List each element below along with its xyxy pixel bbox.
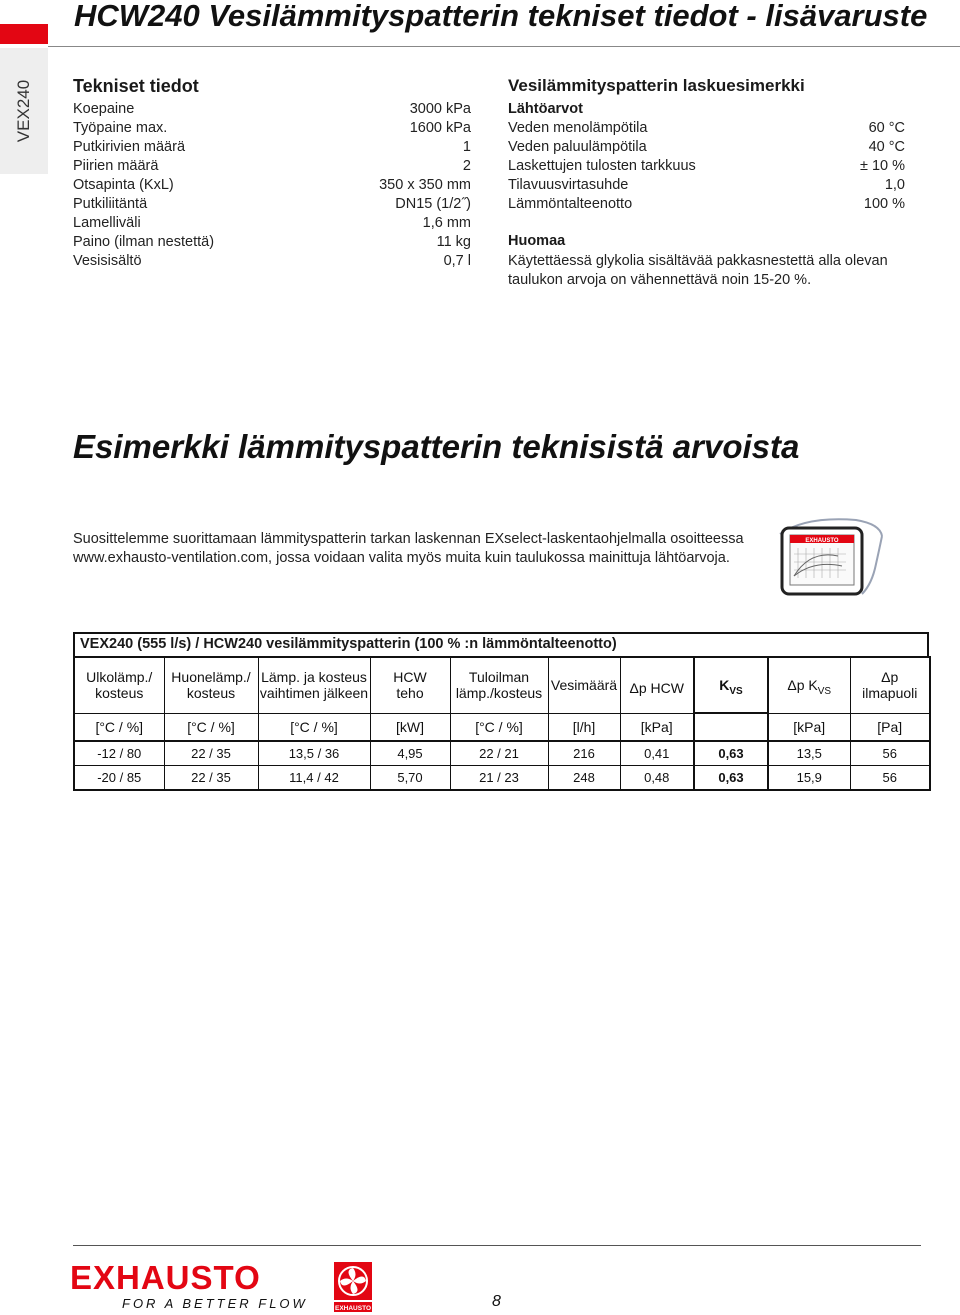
spec-row [73,214,471,233]
col-header: Δp $K_{VS}$ [768,657,850,713]
col-header: Lämp. ja kosteus vaihtimen jälkeen [258,657,370,713]
table-cell: 22 / 35 [164,766,258,791]
initial-values-heading: Lähtöarvot [508,101,583,117]
table-cell-kvs: 0,63 [694,741,768,766]
calc-label: Veden menolämpötila [508,120,648,136]
table-units-row [74,713,930,741]
footer-divider [73,1245,921,1246]
calc-heading: Vesilämmityspatterin laskuesimerkki [508,76,805,95]
spec-row [73,100,471,119]
side-label [0,48,48,174]
spec-label: Vesisisältö [73,253,142,269]
unit-cell: [°C / %] [164,713,258,741]
section-title: Esimerkki lämmityspatterin teknisistä arvoista [73,428,800,465]
unit-cell: [kPa] [620,713,694,741]
spec-row [73,138,471,157]
calc-row [508,195,905,214]
monitor-logo-text: EXHAUSTO [805,538,839,544]
col-header-kvs: $K_{VS}$ [694,657,768,713]
calc-label: Veden paluulämpötila [508,139,647,155]
col-header: HCW teho [370,657,450,713]
table-cell: 13,5 / 36 [258,741,370,766]
spec-row [73,195,471,214]
calc-label: Lämmöntalteenotto [508,196,633,212]
spec-label: Työpaine max. [73,120,168,136]
spec-label: Paino (ilman nestettä) [73,234,215,250]
table-cell: -12 / 80 [74,741,164,766]
calc-value: 100 % [863,196,905,212]
unit-cell [694,713,768,741]
spec-label: Piirien määrä [73,158,159,174]
spec-value: 350 x 350 mm [379,177,471,193]
spec-row [73,119,471,138]
note-text: Käytettäessä glykolia sisältävää pakkasnestettä alla olevan taulukon arvoja on vähennettävä noin 15-20 %. [508,253,888,288]
monitor-icon [776,514,886,606]
table-row [74,766,930,791]
table-row [74,741,930,766]
table-cell: 0,41 [620,741,694,766]
specs-heading: Tekniset tiedot [73,76,199,96]
table-cell: 21 / 23 [450,766,548,791]
unit-cell: [kW] [370,713,450,741]
spec-value: 1,6 mm [422,215,471,231]
spec-value: 11 kg [436,234,471,250]
calc-value: 60 °C [868,120,905,136]
calc-row [508,138,905,157]
side-label-text: VEX240 [14,79,34,143]
table-cell: 15,9 [768,766,850,791]
spec-value: 3000 kPa [409,101,471,117]
logo-text: EXHAUSTO [335,1305,371,1312]
calc-list [508,100,905,214]
table-cell: 0,48 [620,766,694,791]
table-title: VEX240 (555 l/s) / HCW240 vesilämmityspatterin (100 % :n lämmöntalteenotto) [80,636,617,652]
spec-label: Otsapinta (KxL) [73,177,174,193]
spec-row [73,157,471,176]
col-header: Tuloilman lämp./kosteus [450,657,548,713]
spec-value: 0,7 l [443,253,471,269]
spec-row [73,233,471,252]
data-table [73,656,931,791]
intro-text: Suosittelemme suorittamaan lämmityspatterin tarkan laskennan EXselect-laskentaohjelmalla osoitteessa www.exhausto-ventilation.com, jossa voidaan valita myös muita kuin taulukossa mainittuja lähtöarvoja. [73,531,744,566]
spec-label: Putkirivien määrä [73,139,186,155]
unit-cell: [°C / %] [258,713,370,741]
spec-row [73,252,471,271]
calc-label: Tilavuusvirtasuhde [508,177,629,193]
table-cell-kvs: 0,63 [694,766,768,791]
table-header-row [74,657,930,713]
spec-row [73,176,471,195]
unit-cell: [°C / %] [450,713,548,741]
table-cell: 56 [850,741,930,766]
calc-row [508,157,905,176]
title-divider [48,46,960,47]
spec-value: 1600 kPa [409,120,471,136]
table-cell: 11,4 / 42 [258,766,370,791]
table-cell: 248 [548,766,620,791]
calc-value: ± 10 % [859,158,905,174]
table-cell: 13,5 [768,741,850,766]
table-cell: 22 / 21 [450,741,548,766]
spec-value: 1 [462,139,471,155]
calc-row [508,176,905,195]
spec-label: Lamelliväli [73,215,141,231]
page-number: 8 [492,1293,501,1310]
calc-value: 40 °C [868,139,905,155]
table-cell: 56 [850,766,930,791]
slogan: FOR A BETTER FLOW [122,1296,308,1311]
calc-label: Laskettujen tulosten tarkkuus [508,158,696,174]
unit-cell: [l/h] [548,713,620,741]
col-header: Δp HCW [620,657,694,713]
col-header: Huonelämp./ kosteus [164,657,258,713]
specs-list [73,100,471,271]
table-cell: 4,95 [370,741,450,766]
page-title: HCW240 Vesilämmityspatterin tekniset tiedot - lisävaruste [74,0,928,33]
spec-value: DN15 (1/2˝) [395,196,471,212]
col-header: Vesimäärä [548,657,620,713]
spec-label: Putkiliitäntä [73,196,148,212]
brand-logo: EXHAUSTO [70,1259,261,1296]
table-cell: 216 [548,741,620,766]
note-heading: Huomaa [508,233,566,249]
table-cell: -20 / 85 [74,766,164,791]
unit-cell: [°C / %] [74,713,164,741]
calc-value: 1,0 [884,177,905,193]
col-header: Δp ilmapuoli [850,657,930,713]
unit-cell: [Pa] [850,713,930,741]
col-header: Ulkolämp./ kosteus [74,657,164,713]
accent-tab [0,24,48,44]
calc-row [508,119,905,138]
table-cell: 5,70 [370,766,450,791]
table-cell: 22 / 35 [164,741,258,766]
unit-cell: [kPa] [768,713,850,741]
fan-logo-icon [334,1262,372,1312]
spec-label: Koepaine [73,101,135,117]
spec-value: 2 [462,158,471,174]
